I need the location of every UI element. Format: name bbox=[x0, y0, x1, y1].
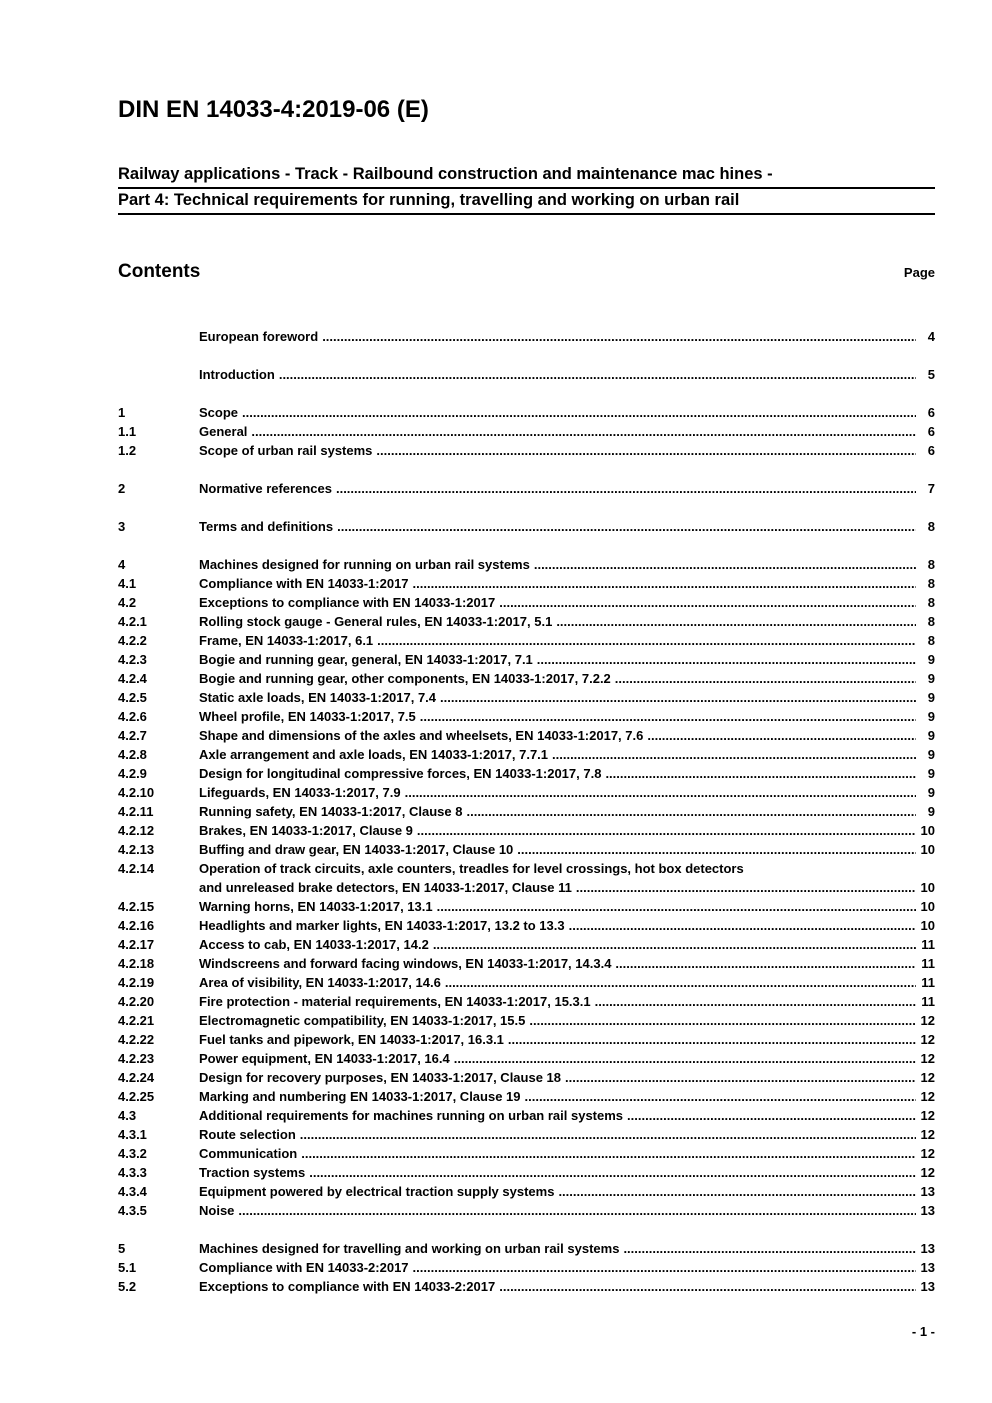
page-content bbox=[118, 0, 935, 1296]
toc-entry bbox=[118, 1201, 935, 1220]
toc-entry-title: Area of visibility, EN 14033-1:2017, 14.6 bbox=[199, 975, 441, 990]
toc-entry-page: 12 bbox=[920, 1108, 935, 1123]
toc-entry bbox=[118, 403, 935, 422]
toc-entry-page: 8 bbox=[927, 576, 935, 591]
dot-leader bbox=[437, 897, 916, 916]
toc-entry-page: 7 bbox=[927, 481, 935, 496]
toc-entry bbox=[118, 1030, 935, 1049]
dot-leader bbox=[377, 631, 916, 650]
page-number-footer: - 1 - bbox=[911, 1324, 935, 1339]
toc-entry bbox=[118, 897, 935, 916]
dot-leader bbox=[454, 1049, 916, 1068]
toc-entry-number: 1 bbox=[118, 405, 126, 420]
toc-entry-page: 8 bbox=[927, 557, 935, 572]
toc-entry-title: Axle arrangement and axle loads, EN 14033-1:2017, 7.7.1 bbox=[199, 747, 549, 762]
toc-entry-page: 9 bbox=[927, 652, 935, 667]
toc-entry-number: 4.2.11 bbox=[118, 804, 154, 819]
dot-leader bbox=[534, 555, 916, 574]
toc-entry bbox=[118, 555, 935, 574]
toc-entry bbox=[118, 1125, 935, 1144]
toc-entry-number: 4.2.8 bbox=[118, 747, 147, 762]
toc-entry bbox=[118, 669, 935, 688]
toc-entry-title: Noise bbox=[199, 1203, 235, 1218]
toc-entry-title: Operation of track circuits, axle counters, treadles for level crossings, hot box detectors bbox=[199, 861, 744, 876]
dot-leader bbox=[647, 726, 916, 745]
toc-entry bbox=[118, 764, 935, 783]
toc-entry-page: 10 bbox=[920, 918, 935, 933]
toc-entry-page: 8 bbox=[927, 633, 935, 648]
dot-leader bbox=[279, 365, 916, 384]
dot-leader bbox=[558, 1182, 916, 1201]
toc-entry-number: 4.2.2 bbox=[118, 633, 147, 648]
toc-entry-title: Fuel tanks and pipework, EN 14033-1:2017, 16.3.1 bbox=[199, 1032, 504, 1047]
toc-entry-title: Marking and numbering EN 14033-1:2017, Clause 19 bbox=[199, 1089, 521, 1104]
toc-entry bbox=[118, 916, 935, 935]
toc-entry-number: 4.3.4 bbox=[118, 1184, 147, 1199]
dot-leader bbox=[238, 1201, 916, 1220]
dot-leader bbox=[576, 878, 916, 897]
dot-leader bbox=[623, 1239, 916, 1258]
toc-entry-number: 4.2.24 bbox=[118, 1070, 155, 1085]
toc-entry-number: 4.2.13 bbox=[118, 842, 155, 857]
dot-leader bbox=[405, 783, 916, 802]
toc-entry-title: Warning horns, EN 14033-1:2017, 13.1 bbox=[199, 899, 433, 914]
toc-entry-title: Fire protection - material requirements, EN 14033-1:2017, 15.3.1 bbox=[199, 994, 591, 1009]
toc-entry-page: 8 bbox=[927, 614, 935, 629]
toc-entry-number: 4.3.5 bbox=[118, 1203, 147, 1218]
document-title-line-1: Railway applications - Track - Railbound construction and maintenance mac hines - bbox=[118, 164, 935, 189]
dot-leader bbox=[517, 840, 916, 859]
dot-leader bbox=[413, 1258, 916, 1277]
toc-entry-page: 13 bbox=[920, 1184, 935, 1199]
toc-entry bbox=[118, 422, 935, 441]
toc-entry-title: Normative references bbox=[199, 481, 332, 496]
toc-entry-number: 4.2.17 bbox=[118, 937, 155, 952]
toc-entry bbox=[118, 517, 935, 536]
dot-leader bbox=[301, 1144, 916, 1163]
toc-entry-page: 9 bbox=[927, 804, 935, 819]
toc-entry-title: Shape and dimensions of the axles and wheelsets, EN 14033-1:2017, 7.6 bbox=[199, 728, 644, 743]
toc-entry bbox=[118, 726, 935, 745]
toc-entry-page: 11 bbox=[921, 994, 935, 1009]
toc-entry-title: Static axle loads, EN 14033-1:2017, 7.4 bbox=[199, 690, 437, 705]
toc-entry-title: General bbox=[199, 424, 248, 439]
toc-entry-number: 5.2 bbox=[118, 1279, 137, 1294]
toc-entry bbox=[118, 1144, 935, 1163]
toc-entry-title: Route selection bbox=[199, 1127, 296, 1142]
dot-leader bbox=[336, 479, 916, 498]
toc-entry-title: Buffing and draw gear, EN 14033-1:2017, Clause 10 bbox=[199, 842, 514, 857]
toc-entry-number bbox=[118, 365, 199, 384]
toc-entry-title: Design for recovery purposes, EN 14033-1:2017, Clause 18 bbox=[199, 1070, 562, 1085]
toc-entry bbox=[118, 1049, 935, 1068]
toc-entry bbox=[118, 1258, 935, 1277]
toc-entry-page: 12 bbox=[920, 1165, 935, 1180]
toc-entry-title: Rolling stock gauge - General rules, EN 14033-1:2017, 5.1 bbox=[199, 614, 553, 629]
dot-leader bbox=[595, 992, 916, 1011]
toc-entry-title: Exceptions to compliance with EN 14033-2:2017 bbox=[199, 1279, 496, 1294]
toc-entry-title: Design for longitudinal compressive forces, EN 14033-1:2017, 7.8 bbox=[199, 766, 602, 781]
toc-entry-page: 12 bbox=[920, 1146, 935, 1161]
toc-entry-page: 9 bbox=[927, 728, 935, 743]
toc-entry bbox=[118, 783, 935, 802]
contents-heading: Contents bbox=[118, 261, 201, 282]
document-title bbox=[118, 164, 935, 215]
toc-entry-number: 4.2.18 bbox=[118, 956, 155, 971]
dot-leader bbox=[322, 327, 916, 346]
toc-entry-number: 4.3.1 bbox=[118, 1127, 147, 1142]
toc-entry-page: 9 bbox=[927, 690, 935, 705]
toc-entry-number: 4.2.5 bbox=[118, 690, 147, 705]
toc-entry bbox=[118, 327, 935, 346]
dot-leader bbox=[445, 973, 916, 992]
toc-entry-number: 4.2.23 bbox=[118, 1051, 155, 1066]
toc-entry bbox=[118, 802, 935, 821]
toc-entry-page: 11 bbox=[921, 956, 935, 971]
toc-entry bbox=[118, 840, 935, 859]
toc-entry-page: 6 bbox=[927, 405, 935, 420]
toc-entry bbox=[118, 1239, 935, 1258]
toc-entry-page: 10 bbox=[920, 880, 935, 895]
toc-entry-page: 10 bbox=[920, 899, 935, 914]
toc-entry-number bbox=[118, 878, 199, 897]
document-id-heading: DIN EN 14033-4:2019-06 (E) bbox=[118, 96, 429, 123]
toc-entry-page: 13 bbox=[920, 1241, 935, 1256]
toc-entry-page: 4 bbox=[927, 329, 935, 344]
toc-entry bbox=[118, 859, 935, 897]
toc-entry bbox=[118, 612, 935, 631]
toc-entry-page: 12 bbox=[920, 1127, 935, 1142]
toc-entry-page: 12 bbox=[920, 1032, 935, 1047]
toc-entry-page: 13 bbox=[920, 1260, 935, 1275]
toc-entry bbox=[118, 1011, 935, 1030]
toc-entry-title: Electromagnetic compatibility, EN 14033-1:2017, 15.5 bbox=[199, 1013, 526, 1028]
toc-entry-title: Machines designed for running on urban rail systems bbox=[199, 557, 530, 572]
toc-entry-number: 4.3 bbox=[118, 1108, 137, 1123]
dot-leader bbox=[627, 1106, 916, 1125]
dot-leader bbox=[417, 821, 916, 840]
toc-entry bbox=[118, 821, 935, 840]
toc-entry-title: Compliance with EN 14033-2:2017 bbox=[199, 1260, 409, 1275]
toc-entry-title: Lifeguards, EN 14033-1:2017, 7.9 bbox=[199, 785, 401, 800]
toc-entry-page: 8 bbox=[927, 519, 935, 534]
toc-entry bbox=[118, 1182, 935, 1201]
dot-leader bbox=[605, 764, 916, 783]
toc-entry-number: 4.2.7 bbox=[118, 728, 147, 743]
toc-entry-title: Exceptions to compliance with EN 14033-1:2017 bbox=[199, 595, 496, 610]
toc-entry-page: 11 bbox=[921, 975, 935, 990]
toc-entry-number: 4.2 bbox=[118, 595, 137, 610]
toc-entry bbox=[118, 935, 935, 954]
toc-entry bbox=[118, 688, 935, 707]
toc-entry-number: 4.1 bbox=[118, 576, 137, 591]
toc-entry-title: Terms and definitions bbox=[199, 519, 334, 534]
dot-leader bbox=[552, 745, 916, 764]
toc-entry bbox=[118, 1163, 935, 1182]
document-title-line-2: Part 4: Technical requirements for running, travelling and working on urban rail bbox=[118, 189, 935, 215]
toc-entry-title: Scope bbox=[199, 405, 239, 420]
toc-entry bbox=[118, 745, 935, 764]
toc-entry bbox=[118, 631, 935, 650]
toc-entry-number: 4 bbox=[118, 557, 126, 572]
dot-leader bbox=[525, 1087, 916, 1106]
dot-leader bbox=[440, 688, 916, 707]
toc-entry bbox=[118, 1277, 935, 1296]
toc-entry-page: 12 bbox=[920, 1013, 935, 1028]
toc-entry-title: Access to cab, EN 14033-1:2017, 14.2 bbox=[199, 937, 429, 952]
toc-entry-page: 12 bbox=[920, 1051, 935, 1066]
toc-entry bbox=[118, 973, 935, 992]
toc-entry-page: 13 bbox=[920, 1279, 935, 1294]
toc-entry-title: Brakes, EN 14033-1:2017, Clause 9 bbox=[199, 823, 413, 838]
dot-leader bbox=[537, 650, 916, 669]
toc-entry-page: 12 bbox=[920, 1089, 935, 1104]
dot-leader bbox=[376, 441, 916, 460]
toc-entry-number: 4.3.3 bbox=[118, 1165, 147, 1180]
toc-entry-number: 4.2.22 bbox=[118, 1032, 155, 1047]
toc-entry-number: 4.2.25 bbox=[118, 1089, 155, 1104]
toc-entry-title: European foreword bbox=[199, 329, 319, 344]
toc-entry bbox=[118, 954, 935, 973]
toc-entry-number: 4.2.12 bbox=[118, 823, 155, 838]
dot-leader bbox=[337, 517, 916, 536]
toc-entry-page: 10 bbox=[920, 842, 935, 857]
toc-entry-page: 8 bbox=[927, 595, 935, 610]
dot-leader bbox=[466, 802, 916, 821]
toc-entry bbox=[118, 574, 935, 593]
dot-leader bbox=[420, 707, 916, 726]
toc-entry-title: Equipment powered by electrical traction supply systems bbox=[199, 1184, 555, 1199]
toc-entry bbox=[118, 593, 935, 612]
toc-entry-page: 11 bbox=[921, 937, 935, 952]
dot-leader bbox=[242, 403, 916, 422]
dot-leader bbox=[615, 954, 916, 973]
toc-entry bbox=[118, 1087, 935, 1106]
toc-entry-page: 13 bbox=[920, 1203, 935, 1218]
toc-entry-page: 6 bbox=[927, 424, 935, 439]
toc-entry-page: 9 bbox=[927, 785, 935, 800]
toc-entry-number: 5.1 bbox=[118, 1260, 137, 1275]
toc-entry-title: Power equipment, EN 14033-1:2017, 16.4 bbox=[199, 1051, 450, 1066]
toc-entry bbox=[118, 1106, 935, 1125]
toc-entry-title: Machines designed for travelling and working on urban rail systems bbox=[199, 1241, 620, 1256]
dot-leader bbox=[499, 593, 916, 612]
toc-entry-number: 4.2.20 bbox=[118, 994, 155, 1009]
contents-header bbox=[118, 261, 935, 283]
toc-entry-number: 4.2.15 bbox=[118, 899, 155, 914]
toc-entry-number: 4.2.6 bbox=[118, 709, 147, 724]
toc-entry bbox=[118, 441, 935, 460]
toc-entry-page: 9 bbox=[927, 747, 935, 762]
toc-entry-number: 1.1 bbox=[118, 424, 137, 439]
toc-entry-number: 4.2.3 bbox=[118, 652, 147, 667]
toc-entry-page: 9 bbox=[927, 709, 935, 724]
toc-entry-title: Frame, EN 14033-1:2017, 6.1 bbox=[199, 633, 374, 648]
toc-entry-number: 4.2.10 bbox=[118, 785, 155, 800]
toc-entry-page: 10 bbox=[920, 823, 935, 838]
toc-entry bbox=[118, 650, 935, 669]
toc-entry-page: 6 bbox=[927, 443, 935, 458]
toc-entry-number: 4.2.21 bbox=[118, 1013, 155, 1028]
page-column-label: Page bbox=[903, 265, 935, 280]
toc-entry bbox=[118, 365, 935, 384]
toc-entry-number: 1.2 bbox=[118, 443, 137, 458]
toc-entry-number: 4.2.14 bbox=[118, 861, 155, 876]
toc-entry-number: 4.3.2 bbox=[118, 1146, 147, 1161]
dot-leader bbox=[529, 1011, 916, 1030]
toc-entry-page: 9 bbox=[927, 671, 935, 686]
toc-entry-number: 4.2.9 bbox=[118, 766, 147, 781]
toc-entry bbox=[118, 707, 935, 726]
toc-entry-title: Traction systems bbox=[199, 1165, 306, 1180]
dot-leader bbox=[309, 1163, 916, 1182]
toc-entry-number: 4.2.19 bbox=[118, 975, 155, 990]
dot-leader bbox=[499, 1277, 916, 1296]
toc-entry-number: 4.2.1 bbox=[118, 614, 147, 629]
toc-entry-number: 3 bbox=[118, 519, 126, 534]
toc-entry-title-continuation: and unreleased brake detectors, EN 14033-1:2017, Clause 11 bbox=[199, 880, 572, 895]
table-of-contents bbox=[118, 327, 935, 1296]
dot-leader bbox=[508, 1030, 916, 1049]
toc-entry-title: Wheel profile, EN 14033-1:2017, 7.5 bbox=[199, 709, 416, 724]
toc-entry-page: 12 bbox=[920, 1070, 935, 1085]
toc-entry-title: Bogie and running gear, other components, EN 14033-1:2017, 7.2.2 bbox=[199, 671, 611, 686]
toc-entry-page: 5 bbox=[927, 367, 935, 382]
toc-entry-title: Communication bbox=[199, 1146, 298, 1161]
toc-entry-title: Compliance with EN 14033-1:2017 bbox=[199, 576, 409, 591]
toc-entry-title: Windscreens and forward facing windows, EN 14033-1:2017, 14.3.4 bbox=[199, 956, 612, 971]
dot-leader bbox=[565, 1068, 916, 1087]
dot-leader bbox=[556, 612, 916, 631]
toc-entry-number: 2 bbox=[118, 481, 126, 496]
toc-entry-number: 4.2.16 bbox=[118, 918, 155, 933]
toc-entry-title: Scope of urban rail systems bbox=[199, 443, 373, 458]
toc-entry-title: Running safety, EN 14033-1:2017, Clause 8 bbox=[199, 804, 463, 819]
dot-leader bbox=[569, 916, 916, 935]
toc-entry-number: 5 bbox=[118, 1241, 126, 1256]
toc-entry-title: Additional requirements for machines running on urban rail systems bbox=[199, 1108, 624, 1123]
dot-leader bbox=[300, 1125, 916, 1144]
dot-leader bbox=[251, 422, 916, 441]
dot-leader bbox=[413, 574, 916, 593]
dot-leader bbox=[615, 669, 916, 688]
toc-entry bbox=[118, 479, 935, 498]
toc-entry-number: 4.2.4 bbox=[118, 671, 147, 686]
toc-entry-page: 9 bbox=[927, 766, 935, 781]
toc-entry bbox=[118, 992, 935, 1011]
toc-entry-number bbox=[118, 327, 199, 346]
toc-entry-title: Bogie and running gear, general, EN 14033-1:2017, 7.1 bbox=[199, 652, 533, 667]
toc-entry-title: Introduction bbox=[199, 367, 275, 382]
dot-leader bbox=[433, 935, 916, 954]
toc-entry-title: Headlights and marker lights, EN 14033-1:2017, 13.2 to 13.3 bbox=[199, 918, 565, 933]
toc-entry bbox=[118, 1068, 935, 1087]
